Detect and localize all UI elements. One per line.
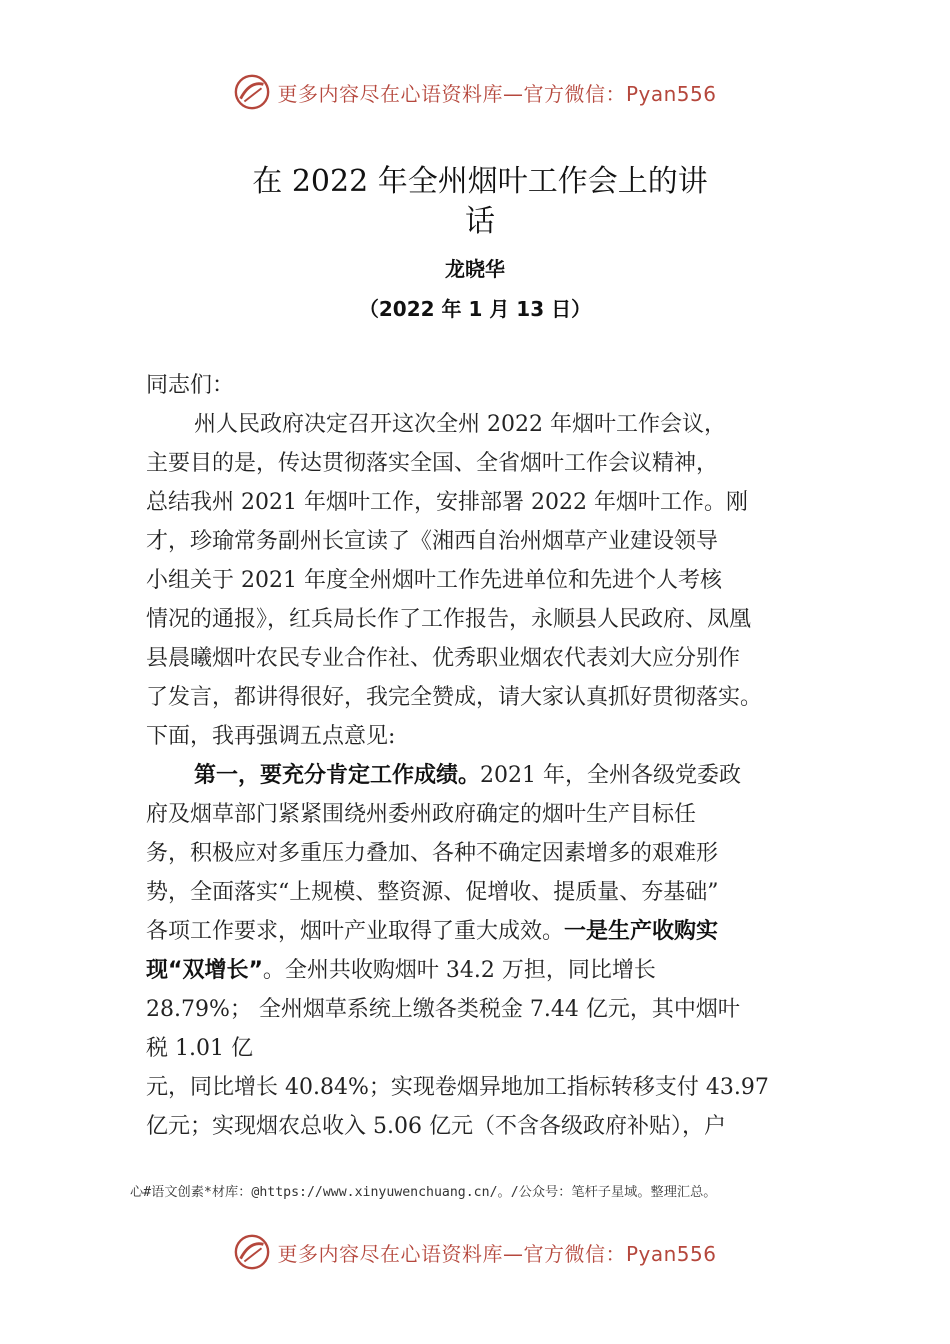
body-line	[146, 756, 826, 795]
body-line: 亿元；实现烟农总收入 5.06 亿元（不含各级政府补贴），户	[146, 1114, 726, 1139]
body-line	[146, 951, 826, 990]
body-line: 府及烟草部门紧紧围绕州委州政府确定的烟叶生产目标任	[146, 802, 697, 827]
body-line	[146, 912, 826, 951]
speech-date: （2022 年 1 月 13 日）	[358, 297, 592, 321]
highlight-text: 现“双增长”	[146, 958, 263, 983]
document-title	[160, 162, 800, 242]
footer-watermark	[0, 1230, 950, 1274]
body-line: 主要目的是，传达贯彻落实全国、全省烟叶工作会议精神，	[146, 451, 719, 476]
body-line: 州人民政府决定召开这次全州 2022 年烟叶工作会议，	[194, 412, 726, 437]
body-line: 下面，我再强调五点意见:	[146, 724, 396, 749]
banner-text: 更多内容尽在心语资料库—官方微信：Pyan556	[277, 81, 717, 106]
header-watermark	[0, 70, 950, 114]
body-text: 。全州共收购烟叶 34.2 万担，同比增长	[262, 958, 656, 983]
body-line: 总结我州 2021 年烟叶工作，安排部署 2022 年烟叶工作。刚	[146, 490, 748, 515]
body-text: 2021 年，全州各级党委政	[480, 763, 741, 788]
author-name: 龙晓华	[445, 257, 505, 281]
body-line: 税 1.01 亿	[146, 1036, 253, 1061]
body-line: 28.79%； 全州烟草系统上缴各类税金 7.44 亿元，其中烟叶	[146, 997, 740, 1022]
banner-text: 更多内容尽在心语资料库—官方微信：Pyan556	[277, 1241, 717, 1266]
body-text: 各项工作要求，烟叶产业取得了重大成效。	[146, 919, 565, 944]
seal-logo-icon	[233, 73, 271, 111]
body-line: 小组关于 2021 年度全州烟叶工作先进单位和先进个人考核	[146, 568, 722, 593]
body-line: 务，积极应对多重压力叠加、各种不确定因素增多的艰难形	[146, 841, 719, 866]
highlight-text: 一是生产收购实	[564, 919, 719, 944]
body-line: 才，珍瑜常务副州长宣读了《湘西自治州烟草产业建设领导	[146, 529, 719, 554]
salutation: 同志们：	[146, 373, 235, 398]
seal-logo-icon	[233, 1233, 271, 1271]
source-footnote: 心#语文创素*材库：@https://www.xinyuwenchuang.cn/。/公众号：笔杆子星域。整理汇总。	[130, 1185, 717, 1200]
section-heading: 第一，要充分肯定工作成绩。	[194, 763, 481, 788]
body-line: 元，同比增长 40.84%；实现卷烟异地加工指标转移支付 43.97	[146, 1075, 769, 1100]
title-line-2: 话	[465, 204, 495, 239]
title-line-1: 在 2022 年全州烟叶工作会上的讲	[252, 164, 708, 199]
body-line: 了发言，都讲得很好，我完全赞成，请大家认真抓好贯彻落实。	[146, 685, 763, 710]
document-body	[146, 366, 826, 1146]
body-line: 县晨曦烟叶农民专业合作社、优秀职业烟农代表刘大应分别作	[146, 646, 741, 671]
body-line: 势，全面落实“上规模、整资源、促增收、提质量、夯基础”	[146, 880, 719, 905]
body-line: 情况的通报》，红兵局长作了工作报告，永顺县人民政府、凤凰	[146, 607, 752, 632]
